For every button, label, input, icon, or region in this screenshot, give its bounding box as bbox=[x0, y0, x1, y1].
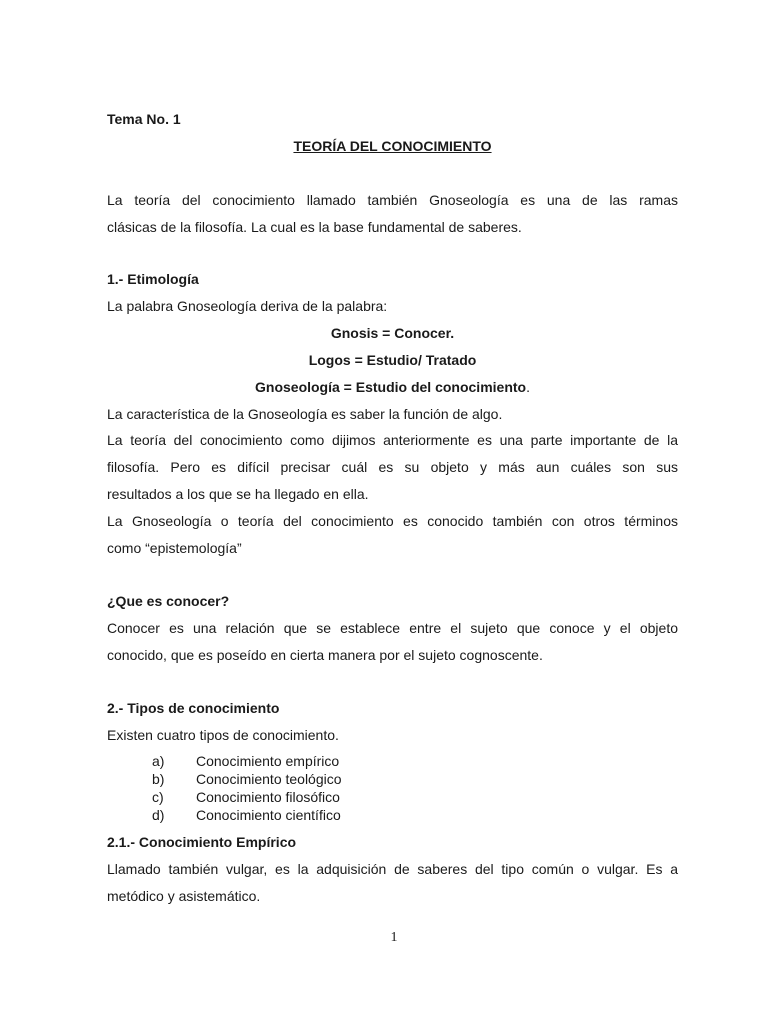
section-1-line-3: filosofía. Pero es difícil precisar cuál es su objeto y más aun cuáles son sus bbox=[107, 459, 678, 475]
definition-gnoseologia bbox=[107, 378, 678, 396]
document-title: TEORÍA DEL CONOCIMIENTO bbox=[293, 138, 492, 154]
definition-gnosis: Gnosis = Conocer. bbox=[330, 325, 455, 341]
question-heading: ¿Que es conocer? bbox=[107, 593, 230, 609]
section-1-line-1: La característica de la Gnoseología es saber la función de algo. bbox=[107, 406, 503, 422]
section-2-1-line-1: Llamado también vulgar, es la adquisición de saberes del tipo común o vulgar. Es a bbox=[107, 861, 678, 877]
question-line-1: Conocer es una relación que se establece entre el sujeto que conoce y el objeto bbox=[107, 620, 678, 636]
definition-logos: Logos = Estudio/ Tratado bbox=[308, 352, 477, 368]
list-item: Conocimiento filosófico bbox=[196, 789, 340, 805]
section-2-heading: 2.- Tipos de conocimiento bbox=[107, 700, 280, 716]
section-1-line-6: como “epistemología” bbox=[107, 540, 242, 556]
intro-line-2: clásicas de la filosofía. La cual es la base fundamental de saberes. bbox=[107, 219, 522, 235]
list-item-marker: d) bbox=[152, 807, 165, 823]
section-1-heading: 1.- Etimología bbox=[107, 271, 199, 287]
section-1-line-5: La Gnoseología o teoría del conocimiento es conocido también con otros términos bbox=[107, 513, 678, 529]
list-item-marker: c) bbox=[152, 789, 164, 805]
definition-gnoseologia-text: Gnoseología = Estudio del conocimiento bbox=[255, 379, 527, 395]
section-2-lead: Existen cuatro tipos de conocimiento. bbox=[107, 727, 339, 743]
list-item: Conocimiento científico bbox=[196, 807, 341, 823]
definition-period: . bbox=[526, 379, 530, 395]
section-1-lead: La palabra Gnoseología deriva de la palabra: bbox=[107, 298, 388, 314]
list-item-marker: a) bbox=[152, 753, 165, 769]
section-2-1-line-2: metódico y asistemático. bbox=[107, 888, 261, 904]
intro-line-1: La teoría del conocimiento llamado también Gnoseología es una de las ramas bbox=[107, 192, 678, 208]
section-1-line-2: La teoría del conocimiento como dijimos anteriormente es una parte importante de la bbox=[107, 432, 678, 448]
list-item: Conocimiento teológico bbox=[196, 771, 342, 787]
section-1-line-4: resultados a los que se ha llegado en ella. bbox=[107, 486, 369, 502]
page-number: 1 bbox=[390, 930, 398, 945]
list-item: Conocimiento empírico bbox=[196, 753, 340, 769]
section-2-1-heading: 2.1.- Conocimiento Empírico bbox=[107, 834, 297, 850]
question-line-2: conocido, que es poseído en cierta manera por el sujeto cognoscente. bbox=[107, 647, 543, 663]
list-item-marker: b) bbox=[152, 771, 165, 787]
tema-label: Tema No. 1 bbox=[107, 111, 181, 127]
